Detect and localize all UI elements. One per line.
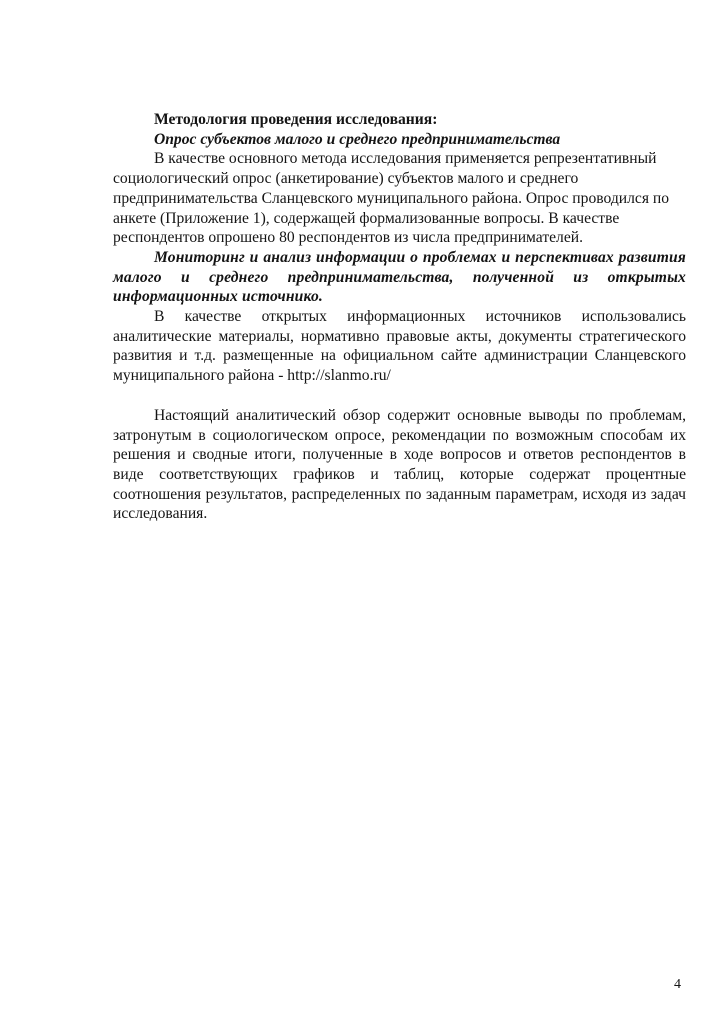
methodology-heading: Методология проведения исследования: [154,111,438,128]
monitoring-section-title: Мониторинг и анализ информации о проблемах и перспективах развития малого и среднего предпринимательства, полученной из открытых информационных источнико. [113,248,686,306]
survey-section-paragraph: В качестве основного метода исследования применяется репрезентативный социологический опрос (анкетирование) субъектов малого и среднего предпринимательства Сланцевского муниципального района. Опрос проводился по анкете (Приложение 1), содержащей формализованные вопросы. В качестве респондентов опрошено 80 респондентов из числа предпринимателей. [113,150,670,247]
document-body [113,110,686,524]
survey-section-title: Опрос субъектов малого и среднего предпринимательства [154,130,561,148]
paragraph-spacer [113,386,686,406]
summary-paragraph: Настоящий аналитический обзор содержит основные выводы по проблемам, затронутым в социологическом опросе, рекомендации по возможным способам их решения и сводные итоги, полученные в ходе вопросов и ответов респондентов в виде соответствующих графиков и таблиц, которые содержат процентные соотношения результатов, распределенных по заданным параметрам, исходя из задач исследования. [113,406,686,523]
page-number: 4 [674,977,681,992]
monitoring-section-paragraph: В качестве открытых информационных источников использовались аналитические материалы, нормативно правовые акты, документы стратегического развития и т.д. размещенные на официальном сайте администрации Сланцевского муниципального района - http://slanmo.ru/ [113,308,686,385]
